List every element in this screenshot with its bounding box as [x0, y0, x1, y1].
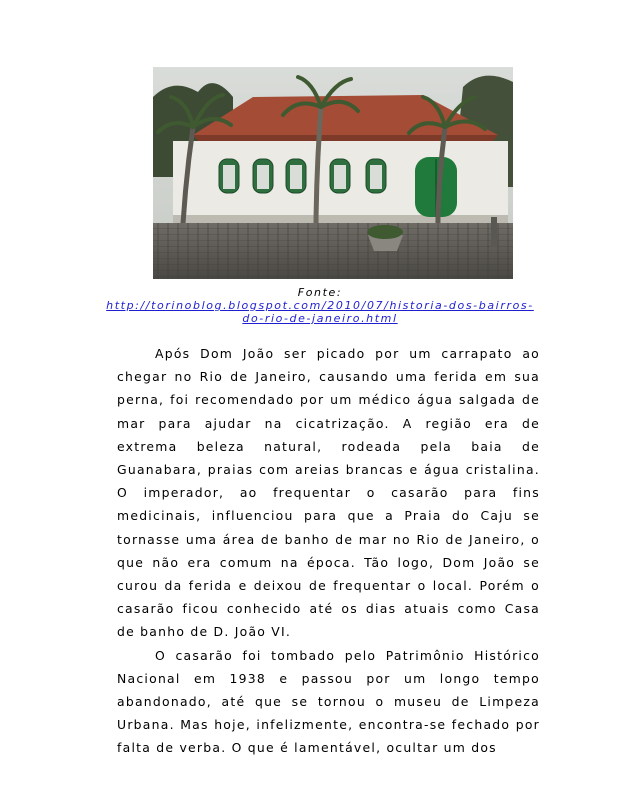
caption-label: Fonte:: [297, 286, 343, 299]
body-text: [117, 342, 540, 760]
house-photo: [153, 67, 513, 279]
caption-link[interactable]: http://torinoblog.blogspot.com/2010/07/historia-dos-bairros-do-rio-de-janeiro.html: [106, 299, 534, 325]
figure-caption: [100, 286, 540, 325]
paragraph: Após Dom João ser picado por um carrapato ao chegar no Rio de Janeiro, causando uma ferida em sua perna, foi recomendado por um médico água salgada de mar para ajudar na cicatrização. A região era de extrema beleza natural, rodeada pela baia de Guanabara, praias com areias brancas e água cristalina. O imperador, ao frequentar o casarão para fins medicinais, influenciou para que a Praia do Caju se tornasse uma área de banho de mar no Rio de Janeiro, o que não era comum na época. Tão logo, Dom João se curou da ferida e deixou de frequentar o local. Porém o casarão ficou conhecido até os dias atuais como Casa de banho de D. João VI.: [117, 346, 540, 640]
paragraph: O casarão foi tombado pelo Patrimônio Histórico Nacional em 1938 e passou por um longo tempo abandonado, até que se tornou o museu de Limpeza Urbana. Mas hoje, infelizmente, encontra-se fechado por falta de verba. O que é lamentável, ocultar um dos: [117, 647, 540, 756]
